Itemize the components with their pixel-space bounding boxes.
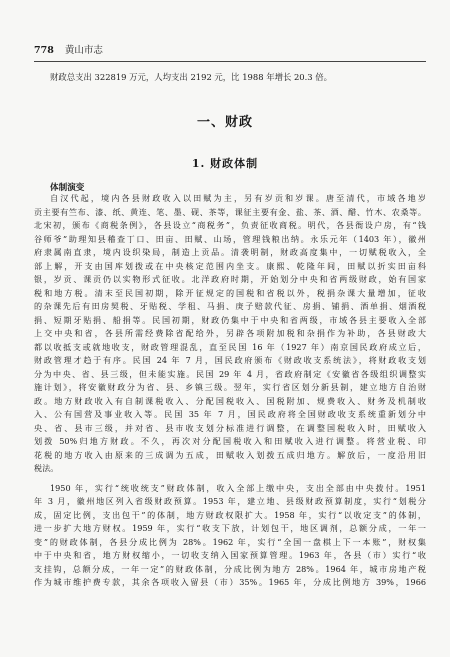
paragraph-line: 变”的财政体制，各县分成比例为 28%。1962 年，实行“全国一盘棋上下一本账”，财权集 <box>34 536 426 547</box>
book-title: 黄山市志 <box>64 45 103 56</box>
paragraph-line: 税和地方税。清末至民国初期，除开征规定的国税和省税以外，税捐杂课大量增加，征收 <box>34 287 426 298</box>
page-header <box>34 44 426 58</box>
paragraph-line: 政。地方财政收入有自制课税收入、分配国税收入、国税附加、规费收入、财务及机制收 <box>34 395 426 406</box>
paragraph-line: 捐、短期牙贴捐、船捐等。民国初期，财政仍集中于中央和省两级，市域各县主要收入全部 <box>34 314 426 325</box>
section-title: 一、财政 <box>196 115 253 130</box>
paragraph-line: 的杂课先后有田房契税、牙贴税、学租、马捐、庚子赔款代征、房捐、铺捐、酒单捐、烟酒税 <box>34 301 426 311</box>
paragraph-line: 成，固定比例，支出包干”的体制，地方财政权限扩大。1958 年，实行“以收定支”的体制， <box>34 509 426 520</box>
body-text <box>34 192 426 590</box>
intro-line: 财政总支出 322819 万元，人均支出 2192 元，比 1988 年增长 20.3 倍。 <box>50 72 333 82</box>
paragraph-line: 进一步扩大地方财权。1959 年，实行“收支下放，计划包干，地区调剂，总额分成，一年一 <box>34 523 426 533</box>
paragraph-line: 支挂钩，总额分成，一年一定”的财政体制，分成比例为地方 28%。1964 年，城市房地产税 <box>34 563 426 574</box>
paragraph-line: 分为中央、省、县三级，但未能实施。民国 29 年 4 月，省政府制定《安徽省各级组织调整实 <box>34 368 426 379</box>
paragraph-line: 施计划》，将安徽财政分为省、县、乡镇三级。翌年，实行省区划分新县制，建立地方自治财 <box>34 382 426 392</box>
paragraph-line: 自汉代起，境内各县财政收入以田赋为主，另有岁贡和岁课。唐至清代，市域各地岁 <box>50 193 426 203</box>
paragraph-line: 银，岁贡、课贡仍以实物形式征收。北洋政府时期，开始划分中央和省两级财政，始有国家 <box>34 274 426 284</box>
subsection-title: 1. 财政体制 <box>191 157 259 170</box>
paragraph-line: 1950 年，实行“统收统支”财政体制，收入全部上缴中央，支出全部由中央拨付。1951 <box>50 482 426 493</box>
paragraph-line: 部上解，开支由国库划拨或在中央核定范围内坐支。康熙、乾隆年间，田赋以折实田亩科 <box>34 260 426 271</box>
paragraph-line: 上交中央和省，各县所需经费除省配给外，另辟各项附加税和杂捐作为补助，各县财政大 <box>34 328 426 338</box>
paragraph-line: 划拨 50%归地方财政。不久，再次对分配国税收入和田赋收入进行调整。将营业税、印 <box>34 436 426 446</box>
paragraph-line: 花税的地方收入由原来的三成调为五成，田赋收入划拨五成归地方。解放后，一度沿用旧 <box>34 449 426 460</box>
paragraph-line: 财政管理才趋于有序。民国 24 年 7 月，国民政府颁布《财政收支系统法》，将财政收支划 <box>34 355 426 365</box>
paragraph-line: 作为城市维护费专款，其余各项收入留县（市）35%。1965 年，分成比例地方 39%，1966 <box>34 577 426 587</box>
paragraph-line: 税法。 <box>34 463 59 473</box>
paragraph-line: 谷师爷”助理知县稽查丁口、田亩、田赋、山场，管理钱粮出纳。永乐元年（1403 年），徽州 <box>34 233 426 244</box>
header-rule <box>34 61 426 62</box>
paragraph-line: 年 3 月，徽州地区列入省级财政预算。1953 年，建立地、县级财政预算制度，实行“划税分 <box>34 496 426 506</box>
paragraph-line: 府隶属南直隶，境内设织染局，制造上贡品。清袭明制，财政高度集中，一切赋税收入，全 <box>34 247 426 257</box>
paragraph-line: 北宋初，颁布《商税条例》，各县设立“商税务”，负责征收商税。明代，各县衙设户房，有“钱 <box>34 220 426 230</box>
paragraph-line: 都以收抵支或就地收支，财政管理混乱，直至民国 16 年（1927 年）南京国民政府成立后， <box>34 341 426 352</box>
paragraph-line: 央、省、县市三级，并对省、县市收支划分标准进行调整，在调整国税收入时，田赋收入 <box>34 422 426 433</box>
page-number: 778 <box>34 45 54 56</box>
topic-heading: 体制演变 <box>50 183 85 193</box>
paragraph-line: 入、公有国营及事业收入等。民国 35 年 7 月，国民政府将全国财政收支系统重新划分中 <box>34 409 426 419</box>
paragraph-line: 中于中央和省，地方财权缩小，一切收支纳入国家预算管理。1963 年，各县（市）实行“收 <box>34 550 426 560</box>
paragraph-line: 贡主要有竺布、漆、纸、黄连、笔、墨、砚、茶等，课征主要有金、盐、茶、酒、醋、竹木、农桑等。 <box>34 206 426 217</box>
